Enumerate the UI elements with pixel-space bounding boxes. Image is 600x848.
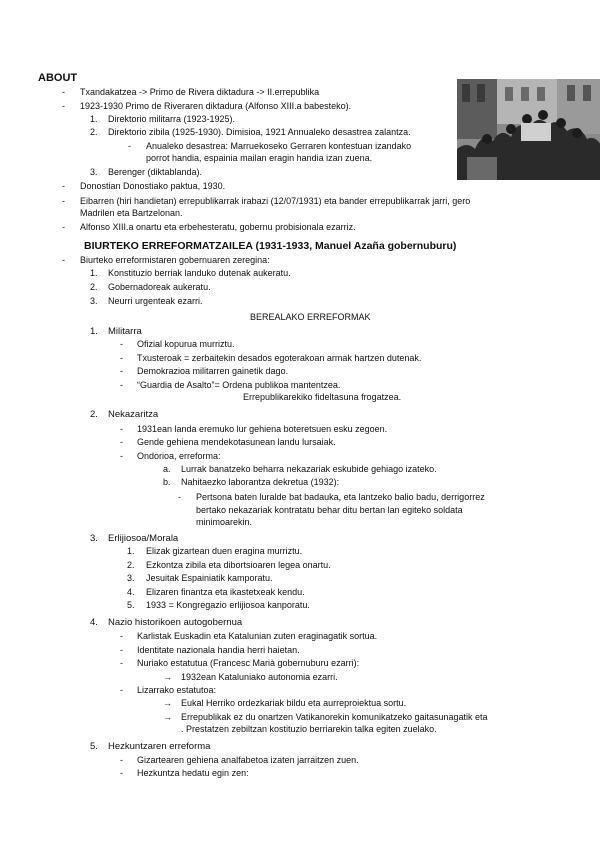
number-marker: 5. [90,741,98,752]
number-marker: 3. [127,573,135,583]
about-subsubitem: Anualeko desastrea: Marruekoseko Gerraren kontestuan izandako [146,141,412,151]
hezkuntza-item: Hezkuntza hedatu egin zen: [137,768,249,778]
dash-marker: - [62,222,65,232]
berealako-heading: BEREALAKO ERREFORMAK [250,312,371,322]
nazio-item: Identitate nazionala handia herri haietan. [137,645,300,655]
dash-marker: - [120,380,123,390]
about-subsubitem-cont: porrot handia, espainia mailan eragin handia izan zuena. [146,153,373,163]
hezkuntza-item: Gizartearen gehiena analfabetoa izaten jarraitzen zuen. [137,755,359,765]
nekazaritza-item: Ondorioa, erreforma: [137,451,221,461]
erlijiosoa-item: 1933 = Kongregazio erlijiosoa kanporatu. [146,600,310,610]
militarra-item: “Guardia de Asalto”= Ordena publikoa mantentzea. [137,380,341,390]
number-marker: 3. [90,167,98,177]
task-item: Gobernadoreak aukeratu. [108,282,211,292]
militarra-item: Demokrazioa militarren gainetik dago. [137,366,289,376]
about-item: Donostian Donostiako paktua, 1930. [80,181,226,191]
dash-marker: - [120,437,123,447]
dash-marker: - [62,181,65,191]
arrow-icon: → [163,672,172,682]
number-marker: 1. [90,326,98,337]
about-item: Eibarren (hiri handietan) errepublikarrak irabazi (12/07/1931) eta bander errepublikarrak jarri, gero [80,196,471,206]
nazio-item: Karlistak Euskadin eta Katalunian zuten eraginagatik sortua. [137,631,378,641]
nekazaritza-subsubitem: Pertsona baten luralde bat badauka, eta lantzeko balio badu, derrigorrez [196,492,485,502]
dash-marker: - [120,424,123,434]
nazio-subitem: Eukal Herriko ordezkariak bildu eta aurreproiektua sortu. [181,698,407,708]
about-subitem: Direktorio militarra (1923-1925). [108,114,236,124]
nazio-item: Nuriako estatutua (Francesc Marià gobernuburu ezarri): [137,658,360,668]
section-nazio: Nazio historikoen autogobernua [108,617,243,628]
number-marker: 4. [90,617,98,628]
arrow-icon: → [163,698,172,708]
about-item-cont: Madrilen eta Bartzelonan. [80,208,183,218]
dash-marker: - [120,451,123,461]
biurteko-intro: Biurteko erreformistaren gobernuaren zeregina: [80,255,270,265]
number-marker: 1. [90,268,98,278]
letter-marker: b. [163,477,171,487]
about-heading: ABOUT [38,72,78,84]
about-item: 1923-1930 Primo de Riveraren diktadura (Alfonso XIII.a babesteko). [80,101,352,111]
number-marker: 2. [90,282,98,292]
erlijiosoa-item: Jesuitak Espainiatik kamporatu. [146,573,273,583]
dash-marker: - [120,339,123,349]
nekazaritza-item: 1931ean landa eremuko lur gehiena boteretsuen esku zegoen. [137,424,388,434]
about-subitem: Berenger (diktablanda). [108,167,203,177]
number-marker: 1. [127,546,135,556]
section-erlijiosoa: Erlijiosoa/Morala [108,533,179,544]
dash-marker: - [120,658,123,668]
erlijiosoa-item: Elizak gizartean duen eragina murriztu. [146,546,303,556]
nazio-subitem-cont: . Prestatzen zebiltzan kostituzio berriarekin talka egiten zuelako. [181,724,437,734]
militarra-item: Txusteroak = zerbaitekin desados egoterakoan armak hartzen dutenak. [137,353,422,363]
erlijiosoa-item: Elizaren finantza eta ikastetxeak kendu. [146,587,305,597]
nazio-subitem: 1932ean Kataluniako autonomia ezarri. [181,672,338,682]
number-marker: 5. [127,600,135,610]
erlijiosoa-item: Ezkontza zibila eta dibortsioaren legea onartu. [146,560,331,570]
dash-marker: - [120,685,123,695]
dash-marker: - [62,196,65,206]
dash-marker: - [120,645,123,655]
number-marker: 4. [127,587,135,597]
number-marker: 2. [90,409,98,420]
nekazaritza-subsubitem-cont: minimoarekin. [196,517,253,527]
letter-marker: a. [163,464,171,474]
dash-marker: - [128,141,131,151]
crowd-photo [457,79,600,180]
section-hezkuntza: Hezkuntzaren erreforma [108,741,211,752]
number-marker: 1. [90,114,98,124]
nekazaritza-item: Gende gehiena mendekotasunean landu lursaiak. [137,437,336,447]
dash-marker: - [178,492,181,502]
dash-marker: - [120,755,123,765]
nekazaritza-subitem: Lurrak banatzeko beharra nekazariak eskubide gehiago izateko. [181,464,437,474]
task-item: Konstituzio berriak landuko dutenak aukeratu. [108,268,291,278]
number-marker: 2. [90,127,98,137]
biurteko-heading: BIURTEKO ERREFORMATZAILEA (1931-1933, Manuel Azaña gobernuburu) [84,240,457,252]
about-item: Txandakatzea -> Primo de Rivera diktadura -> II.errepublika [80,87,320,97]
about-subitem: Direktorio zibila (1925-1930). Dimisioa, 1921 Annualeko desastrea zalantza. [108,127,411,137]
dash-marker: - [120,353,123,363]
number-marker: 2. [127,560,135,570]
dash-marker: - [120,768,123,778]
nazio-item: Lizarrako estatutoa: [137,685,217,695]
militarra-item: Ofizial kopurua murriztu. [137,339,235,349]
section-militarra: Militarra [108,326,142,337]
dash-marker: - [62,101,65,111]
number-marker: 3. [90,296,98,306]
militarra-item-cont: Errepublikarekiko fideltasuna frogatzea. [243,392,402,402]
dash-marker: - [120,631,123,641]
section-nekazaritza: Nekazaritza [108,409,159,420]
nazio-subitem: Errepublikak ez du onartzen Vatikanorekin komunikatzeko gaitasunagatik eta [181,712,488,722]
dash-marker: - [62,255,65,265]
number-marker: 3. [90,533,98,544]
nekazaritza-subitem: Nahitaezko laborantza dekretua (1932): [181,477,340,487]
dash-marker: - [120,366,123,376]
task-item: Neurri urgenteak ezarri. [108,296,203,306]
arrow-icon: → [163,712,172,722]
about-item: Alfonso XIII.a onartu eta erbehesteratu, gobernu probisionala ezarriz. [80,222,356,232]
dash-marker: - [62,87,65,97]
nekazaritza-subsubitem-cont: bertako nekazariak kontratatu behar ditu bertan lan egiteko soldata [196,505,463,515]
